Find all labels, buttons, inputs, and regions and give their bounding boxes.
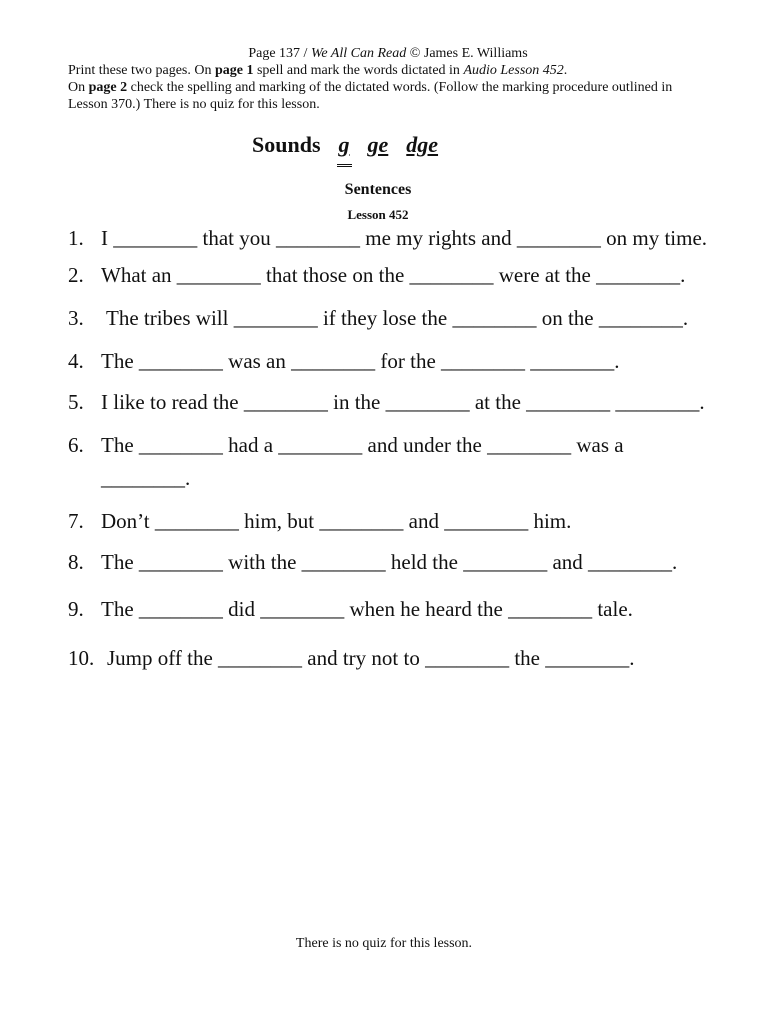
sound-ge: ge bbox=[367, 132, 389, 157]
sentence-text: I like to read the ________ in the ________ at the ________ ________. bbox=[101, 390, 705, 414]
sentence-item bbox=[68, 259, 708, 292]
page-ref: Page 137 / bbox=[248, 46, 308, 61]
instructions-line-1: Print these two pages. On page 1 spell and mark the words dictated in Audio Lesson 452. bbox=[68, 63, 568, 78]
sentence-number: 4. bbox=[68, 349, 84, 373]
instructions-line-2: On page 2 check the spelling and marking of the dictated words. (Follow the marking procedure outlined in Lesson 370.) There is no quiz for this lesson. bbox=[68, 80, 673, 112]
sentence-text: What an ________ that those on the ________ were at the ________. bbox=[101, 263, 686, 287]
sentence-item bbox=[68, 505, 708, 538]
sentence-text: Jump off the ________ and try not to ________ the ________. bbox=[107, 646, 635, 670]
page-1-label: page 1 bbox=[214, 63, 254, 78]
sentence-item bbox=[68, 222, 708, 255]
sentence-number: 2. bbox=[68, 263, 84, 287]
page-2-label: page 2 bbox=[88, 80, 128, 95]
sounds-label: Sounds bbox=[252, 132, 321, 157]
sentence-item bbox=[68, 546, 708, 579]
sounds-title bbox=[0, 132, 768, 158]
sentence-item bbox=[68, 302, 708, 335]
sentence-number: 9. bbox=[68, 597, 84, 621]
page-reference-line bbox=[68, 45, 708, 62]
sentence-number: 7. bbox=[68, 509, 84, 533]
sentence-number: 5. bbox=[68, 390, 84, 414]
page-header bbox=[68, 45, 708, 113]
sentence-text: The ________ had a ________ and under the ________ was a ________. bbox=[101, 433, 624, 490]
instructions bbox=[68, 62, 708, 113]
sound-g: g bbox=[338, 132, 350, 157]
sentence-number: 10. bbox=[68, 646, 95, 670]
sentence-text: The ________ with the ________ held the ________ and ________. bbox=[101, 550, 678, 574]
sentence-item bbox=[68, 638, 708, 679]
audio-lesson-ref: Audio Lesson 452 bbox=[463, 63, 564, 78]
sentence-item bbox=[68, 589, 708, 630]
book-title: We All Can Read bbox=[310, 46, 407, 61]
sentence-list bbox=[68, 222, 708, 679]
section-subtitle: Sentences bbox=[344, 181, 412, 198]
sentence-item bbox=[68, 386, 708, 419]
sentence-text: The ________ was an ________ for the ________ ________. bbox=[101, 349, 620, 373]
sentence-text: I ________ that you ________ me my rights and ________ on my time. bbox=[101, 226, 708, 250]
footer-note: There is no quiz for this lesson. bbox=[295, 936, 473, 951]
sentence-number: 8. bbox=[68, 550, 84, 574]
lesson-label: Lesson 452 bbox=[347, 207, 409, 222]
sentence-text: Don’t ________ him, but ________ and ________ him. bbox=[101, 509, 572, 533]
sentence-item bbox=[68, 345, 708, 378]
sentence-number: 6. bbox=[68, 433, 84, 457]
sentence-text: The ________ did ________ when he heard the ________ tale. bbox=[101, 597, 633, 621]
sentence-text: The tribes will ________ if they lose the ________ on the ________. bbox=[106, 306, 689, 330]
sentence-number: 3. bbox=[68, 306, 84, 330]
sentence-number: 1. bbox=[68, 226, 84, 250]
sound-dge: dge bbox=[406, 132, 439, 157]
sentence-item bbox=[68, 429, 708, 495]
author-credit: © James E. Williams bbox=[409, 46, 528, 61]
